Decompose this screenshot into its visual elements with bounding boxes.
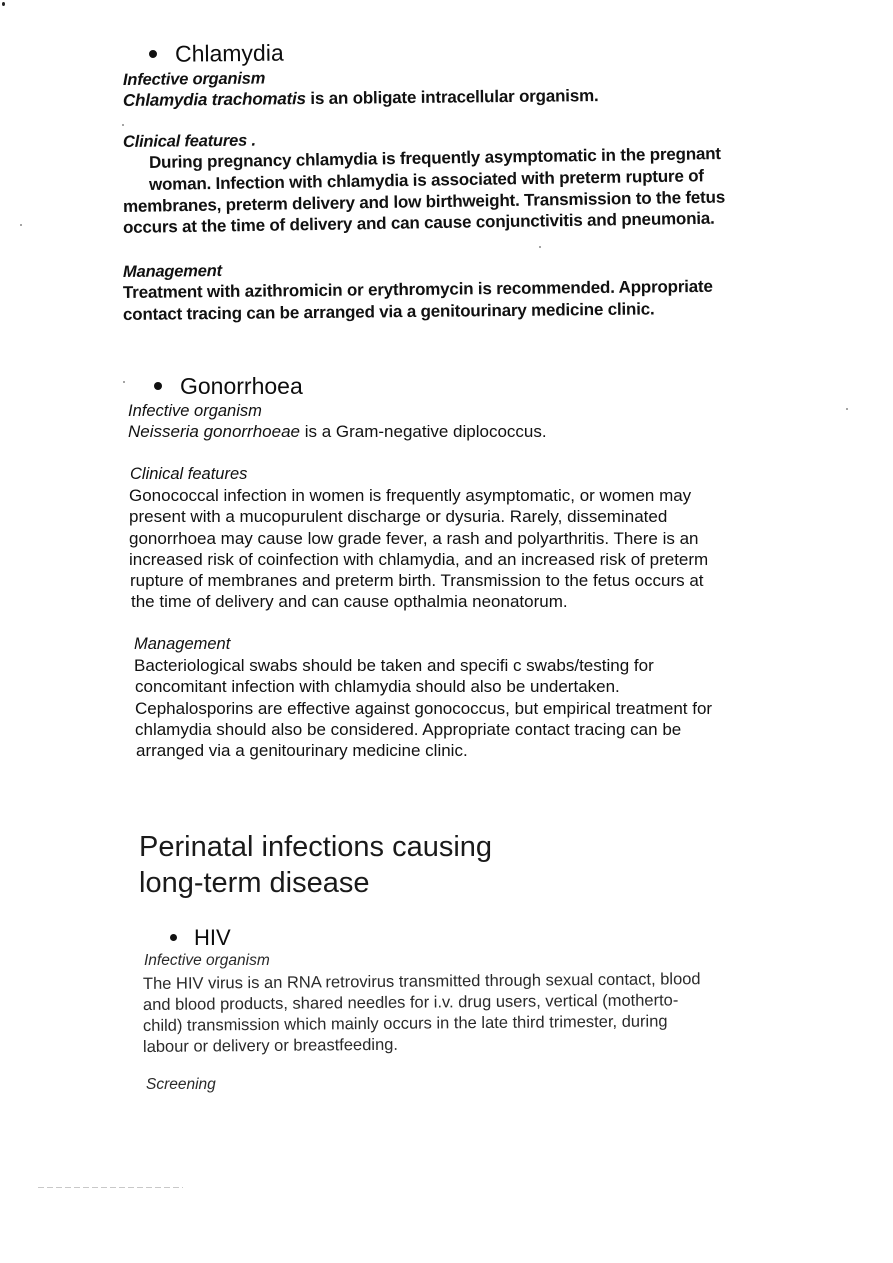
scan-speck	[539, 246, 541, 248]
gonorrhoea-clinical-line: gonorrhoea may cause low grade fever, a rash and polyarthritis. There is an	[129, 529, 699, 548]
gonorrhoea-management-line: Cephalosporins are effective against gonococcus, but empirical treatment for	[135, 699, 713, 718]
chlamydia-management-label: Management	[122, 261, 222, 281]
gonorrhoea-clinical-line: present with a mucopurulent discharge or dysuria. Rarely, disseminated	[129, 507, 668, 526]
scan-speck	[123, 381, 125, 383]
bullet-icon	[170, 934, 177, 941]
hiv-organism-line: labour or delivery or breastfeeding.	[142, 1035, 399, 1056]
perinatal-section-title-line1: Perinatal infections causing	[139, 831, 493, 863]
bullet-icon	[154, 382, 162, 390]
scan-speck	[846, 408, 848, 410]
scan-speck	[20, 224, 22, 226]
gonorrhoea-management-line: concomitant infection with chlamydia should also be undertaken.	[135, 677, 620, 696]
gonorrhoea-organism-name: Neisseria gonorrhoeae	[128, 422, 300, 441]
perinatal-section-title-line2: long-term disease	[139, 867, 370, 899]
scan-speck	[2, 2, 5, 6]
hiv-organism-line: child) transmission which mainly occurs in the late third trimester, during	[142, 1012, 668, 1035]
chlamydia-organism-text: is an obligate intracellular organism.	[305, 86, 599, 109]
chlamydia-clinical-line: membranes, preterm delivery and low birthweight. Transmission to the fetus	[122, 187, 726, 216]
chlamydia-heading	[149, 39, 284, 68]
chlamydia-organism-line	[123, 85, 599, 111]
gonorrhoea-clinical-line: the time of delivery and can cause opthalmia neonatorum.	[131, 592, 568, 611]
gonorrhoea-organism-text: is a Gram-negative diplococcus.	[300, 422, 547, 441]
hiv-heading	[170, 924, 231, 952]
hiv-organism-line: The HIV virus is an RNA retrovirus transmitted through sexual contact, blood	[142, 970, 701, 993]
bullet-icon	[149, 50, 157, 58]
gonorrhoea-management-line: arranged via a genitourinary medicine clinic.	[136, 741, 468, 760]
chlamydia-organism-label: Infective organism	[122, 69, 266, 89]
gonorrhoea-clinical-line: rupture of membranes and preterm birth. Transmission to the fetus occurs at	[130, 571, 704, 590]
gonorrhoea-clinical-line: increased risk of coinfection with chlamydia, and an increased risk of preterm	[129, 550, 709, 569]
gonorrhoea-clinical-label: Clinical features	[130, 465, 248, 483]
chlamydia-heading-text: Chlamydia	[174, 39, 284, 67]
gonorrhoea-organism-label: Infective organism	[128, 402, 262, 420]
scan-artifact-line	[38, 1187, 183, 1188]
chlamydia-management-line: contact tracing can be arranged via a genitourinary medicine clinic.	[122, 299, 655, 324]
chlamydia-clinical-line: woman. Infection with chlamydia is associated with preterm rupture of	[148, 166, 704, 194]
hiv-heading-text: HIV	[194, 925, 231, 950]
gonorrhoea-heading	[154, 372, 303, 400]
hiv-organism-line: and blood products, shared needles for i.v. drug users, vertical (motherto-	[142, 991, 679, 1014]
chlamydia-organism-name: Chlamydia trachomatis	[122, 89, 306, 110]
gonorrhoea-management-line: chlamydia should also be considered. Appropriate contact tracing can be	[135, 720, 682, 739]
hiv-screening-label: Screening	[146, 1076, 216, 1093]
chlamydia-management-line: Treatment with azithromicin or erythromycin is recommended. Appropriate	[122, 276, 713, 302]
chlamydia-clinical-line: occurs at the time of delivery and can cause conjunctivitis and pneumonia.	[122, 208, 715, 237]
gonorrhoea-management-label: Management	[134, 635, 231, 653]
gonorrhoea-heading-text: Gonorrhoea	[180, 373, 303, 399]
chlamydia-clinical-label: Clinical features .	[122, 131, 256, 151]
hiv-organism-label: Infective organism	[144, 952, 270, 969]
gonorrhoea-clinical-line: Gonococcal infection in women is frequently asymptomatic, or women may	[129, 486, 692, 505]
chlamydia-clinical-line: During pregnancy chlamydia is frequently asymptomatic in the pregnant	[148, 144, 721, 172]
gonorrhoea-management-line: Bacteriological swabs should be taken and specifi c swabs/testing for	[134, 656, 654, 675]
scan-speck	[122, 124, 124, 126]
gonorrhoea-organism-line	[128, 421, 547, 442]
